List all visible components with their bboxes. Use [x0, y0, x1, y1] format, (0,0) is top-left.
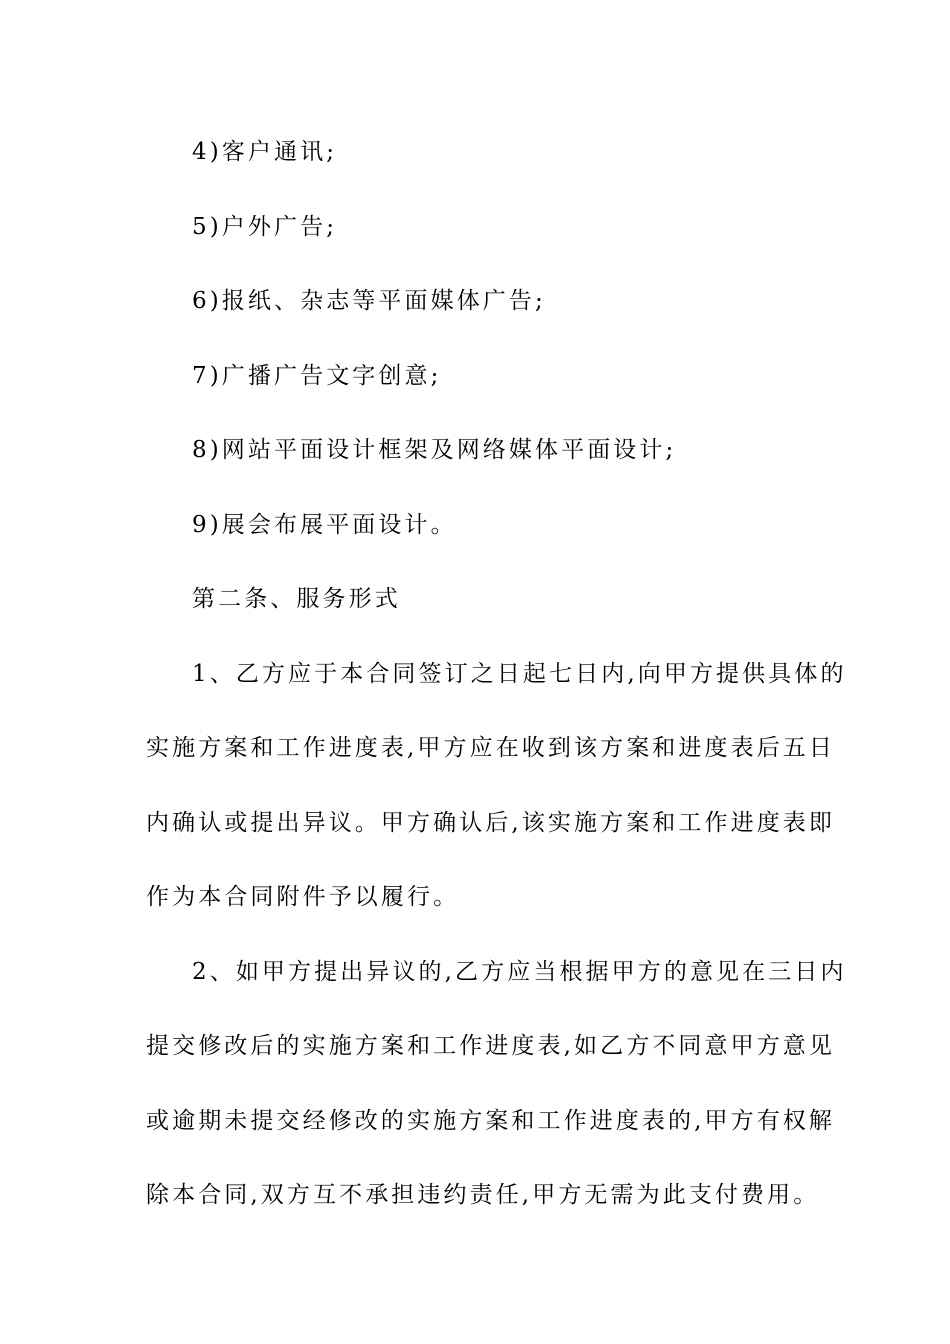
paragraph-line: 提交修改后的实施方案和工作进度表,如乙方不同意甲方意见: [146, 1033, 836, 1059]
list-item: 9)展会布展平面设计。: [192, 512, 457, 538]
list-item: 6)报纸、杂志等平面媒体广告;: [192, 288, 546, 314]
section-heading: 第二条、服务形式: [192, 586, 401, 612]
paragraph-line: 内确认或提出异议。甲方确认后,该实施方案和工作进度表即: [146, 810, 836, 836]
paragraph-line: 作为本合同附件予以履行。: [146, 884, 460, 910]
list-item: 8)网站平面设计框架及网络媒体平面设计;: [192, 437, 677, 463]
paragraph-line: 除本合同,双方互不承担违约责任,甲方无需为此支付费用。: [146, 1182, 820, 1208]
list-item: 4)客户通讯;: [192, 139, 338, 165]
paragraph-line: 实施方案和工作进度表,甲方应在收到该方案和进度表后五日: [146, 735, 836, 761]
paragraph-line: 2、如甲方提出异议的,乙方应当根据甲方的意见在三日内: [192, 959, 847, 985]
list-item: 5)户外广告;: [192, 214, 338, 240]
paragraph-line: 1、乙方应于本合同签订之日起七日内,向甲方提供具体的: [192, 661, 847, 687]
list-item: 7)广播广告文字创意;: [192, 363, 442, 389]
paragraph-line: 或逾期未提交经修改的实施方案和工作进度表的,甲方有权解: [146, 1108, 836, 1134]
